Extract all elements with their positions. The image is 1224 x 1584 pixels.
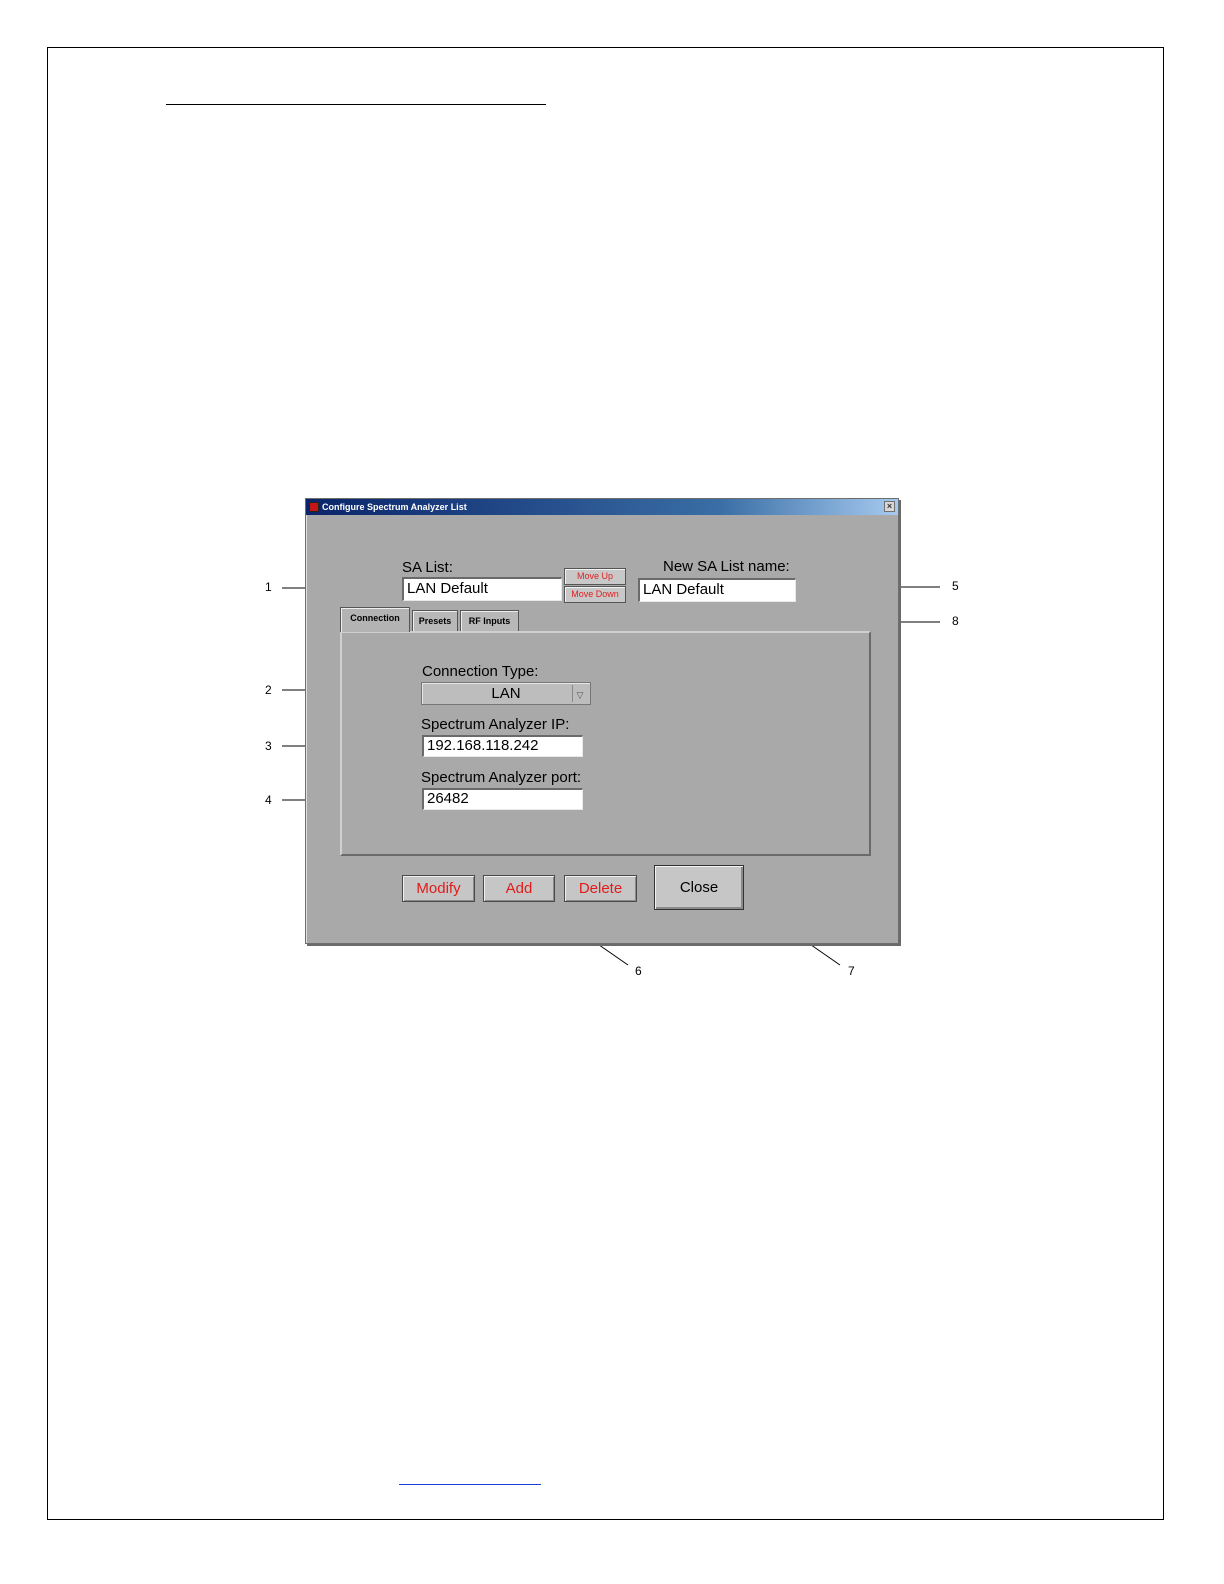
tab-presets[interactable]: Presets	[412, 610, 458, 631]
callout-label-4: 4	[265, 793, 272, 807]
new-name-label: New SA List name:	[663, 558, 790, 575]
close-button[interactable]: Close	[654, 865, 744, 910]
delete-button[interactable]: Delete	[564, 875, 637, 902]
close-icon[interactable]: ×	[884, 501, 895, 512]
callout-label-7: 7	[848, 964, 855, 978]
move-up-button[interactable]: Move Up	[564, 568, 626, 585]
sa-list-label: SA List:	[402, 559, 453, 576]
new-name-field[interactable]: LAN Default	[638, 578, 796, 602]
port-label: Spectrum Analyzer port:	[421, 769, 582, 786]
callout-label-1: 1	[265, 580, 272, 594]
modify-button[interactable]: Modify	[402, 875, 475, 902]
connection-type-dropdown[interactable]	[421, 682, 591, 705]
callout-label-3: 3	[265, 739, 272, 753]
ip-label: Spectrum Analyzer IP:	[421, 716, 570, 733]
chevron-down-icon[interactable]: ▽	[572, 685, 587, 702]
sa-list-field[interactable]: LAN Default	[402, 577, 562, 601]
configure-sa-list-dialog	[305, 498, 899, 944]
app-icon	[309, 502, 319, 512]
dialog-titlebar[interactable]	[306, 499, 898, 515]
connection-type-label: Connection Type:	[422, 663, 539, 680]
port-field[interactable]: 26482	[422, 788, 583, 810]
add-button[interactable]: Add	[483, 875, 555, 902]
callout-label-5: 5	[952, 579, 959, 593]
connection-type-value: LAN	[491, 685, 521, 702]
ip-field[interactable]: 192.168.118.242	[422, 735, 583, 757]
move-down-button[interactable]: Move Down	[564, 586, 626, 603]
callout-label-8: 8	[952, 614, 959, 628]
callout-label-6: 6	[635, 964, 642, 978]
tab-connection[interactable]: Connection	[340, 607, 410, 632]
tab-rf-inputs[interactable]: RF Inputs	[460, 610, 519, 631]
dialog-title: Configure Spectrum Analyzer List	[322, 502, 467, 512]
connection-panel	[340, 631, 871, 856]
callout-label-2: 2	[265, 683, 272, 697]
